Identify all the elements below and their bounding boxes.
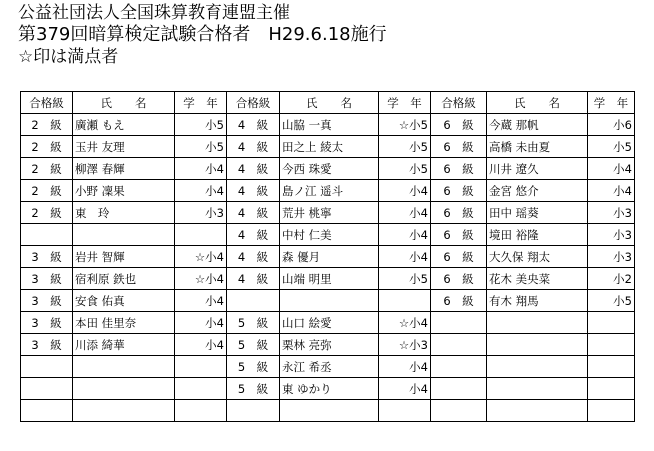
- name-cell: 安食 佑真: [73, 290, 175, 312]
- level-cell: [227, 290, 280, 312]
- level-cell: 6 級: [431, 224, 487, 246]
- name-cell: 山端 明里: [280, 268, 379, 290]
- level-cell: 6 級: [431, 158, 487, 180]
- name-cell: [73, 378, 175, 400]
- name-cell: 柳澤 春輝: [73, 158, 175, 180]
- grade-cell: ☆小4: [175, 268, 227, 290]
- grade-cell: 小3: [588, 224, 635, 246]
- grade-cell: 小3: [175, 202, 227, 224]
- name-cell: 花木 美央菜: [487, 268, 588, 290]
- level-cell: 5 級: [227, 356, 280, 378]
- grade-cell: [379, 400, 431, 422]
- level-cell: 6 級: [431, 246, 487, 268]
- grade-cell: [588, 356, 635, 378]
- grade-cell: [588, 400, 635, 422]
- level-cell: 4 級: [227, 114, 280, 136]
- name-cell: [73, 400, 175, 422]
- organizer-title: 公益社団法人全国珠算教育連盟主催: [18, 3, 290, 23]
- level-cell: 6 級: [431, 114, 487, 136]
- level-cell: [431, 312, 487, 334]
- name-cell: 金宮 悠介: [487, 180, 588, 202]
- table-row: [21, 246, 635, 268]
- name-cell: [487, 334, 588, 356]
- name-cell: [487, 400, 588, 422]
- name-cell: 川添 綺華: [73, 334, 175, 356]
- perfect-score-note: ☆印は満点者: [18, 47, 119, 67]
- table-row: [21, 158, 635, 180]
- name-cell: 荒井 桃寧: [280, 202, 379, 224]
- level-cell: 5 級: [227, 334, 280, 356]
- exam-title: 第379回暗算検定試験合格者 H29.6.18施行: [18, 24, 387, 45]
- name-cell: [73, 224, 175, 246]
- name-cell: 境田 裕隆: [487, 224, 588, 246]
- grade-cell: 小4: [379, 356, 431, 378]
- grade-cell: [379, 290, 431, 312]
- grade-cell: 小4: [175, 290, 227, 312]
- name-cell: 大久保 翔太: [487, 246, 588, 268]
- name-cell: 永江 希丞: [280, 356, 379, 378]
- level-header: 合格級: [227, 92, 280, 114]
- level-cell: [21, 400, 73, 422]
- name-header: 氏 名: [280, 92, 379, 114]
- level-cell: 6 級: [431, 180, 487, 202]
- level-cell: 5 級: [227, 378, 280, 400]
- level-cell: 4 級: [227, 246, 280, 268]
- level-cell: 3 級: [21, 334, 73, 356]
- grade-cell: [588, 378, 635, 400]
- name-header: 氏 名: [487, 92, 588, 114]
- name-header: 氏 名: [73, 92, 175, 114]
- grade-cell: 小4: [379, 224, 431, 246]
- level-cell: [21, 378, 73, 400]
- table-row: [21, 114, 635, 136]
- level-cell: 6 級: [431, 290, 487, 312]
- name-cell: [487, 312, 588, 334]
- grade-cell: 小5: [175, 136, 227, 158]
- name-cell: 中村 仁美: [280, 224, 379, 246]
- grade-cell: 小5: [588, 290, 635, 312]
- level-cell: 3 級: [21, 246, 73, 268]
- grade-cell: 小4: [379, 378, 431, 400]
- grade-cell: 小5: [379, 268, 431, 290]
- level-cell: [21, 224, 73, 246]
- table-row: [21, 136, 635, 158]
- name-cell: 宿利原 鉄也: [73, 268, 175, 290]
- grade-cell: ☆小3: [379, 334, 431, 356]
- name-cell: 森 優月: [280, 246, 379, 268]
- grade-cell: 小4: [588, 158, 635, 180]
- level-cell: 4 級: [227, 202, 280, 224]
- name-cell: [280, 400, 379, 422]
- name-cell: 田之上 綾太: [280, 136, 379, 158]
- name-cell: [280, 290, 379, 312]
- grade-cell: 小3: [588, 202, 635, 224]
- level-cell: [21, 356, 73, 378]
- name-cell: 小野 凜果: [73, 180, 175, 202]
- level-cell: [227, 400, 280, 422]
- grade-cell: 小4: [379, 202, 431, 224]
- header-row: [21, 92, 635, 114]
- table-row: [21, 378, 635, 400]
- table-row: [21, 356, 635, 378]
- level-cell: 4 級: [227, 180, 280, 202]
- level-cell: 5 級: [227, 312, 280, 334]
- table-row: [21, 334, 635, 356]
- name-cell: 今蔵 那帆: [487, 114, 588, 136]
- grade-cell: [588, 312, 635, 334]
- name-cell: 廣瀬 もえ: [73, 114, 175, 136]
- grade-cell: ☆小4: [175, 246, 227, 268]
- grade-cell: [588, 334, 635, 356]
- grade-cell: 小4: [175, 180, 227, 202]
- level-cell: 2 級: [21, 136, 73, 158]
- level-cell: 6 級: [431, 268, 487, 290]
- name-cell: 山口 絵愛: [280, 312, 379, 334]
- name-cell: 東 ゆかり: [280, 378, 379, 400]
- grade-cell: 小2: [588, 268, 635, 290]
- level-cell: 2 級: [21, 158, 73, 180]
- table-row: [21, 224, 635, 246]
- grade-cell: ☆小4: [379, 312, 431, 334]
- name-cell: 島ノ江 遥斗: [280, 180, 379, 202]
- level-cell: [431, 356, 487, 378]
- level-cell: 2 級: [21, 202, 73, 224]
- level-cell: 2 級: [21, 114, 73, 136]
- table-row: [21, 312, 635, 334]
- table-row: [21, 290, 635, 312]
- name-cell: 有木 翔馬: [487, 290, 588, 312]
- level-cell: [431, 400, 487, 422]
- grade-cell: 小4: [379, 246, 431, 268]
- name-cell: [487, 378, 588, 400]
- grade-header: 学 年: [588, 92, 635, 114]
- table-row: [21, 180, 635, 202]
- grade-cell: 小4: [588, 180, 635, 202]
- grade-cell: [175, 378, 227, 400]
- level-cell: 4 級: [227, 268, 280, 290]
- name-cell: 川井 遼久: [487, 158, 588, 180]
- name-cell: [73, 356, 175, 378]
- name-cell: 高橋 未由夏: [487, 136, 588, 158]
- grade-cell: 小5: [588, 136, 635, 158]
- grade-cell: 小3: [588, 246, 635, 268]
- level-header: 合格級: [21, 92, 73, 114]
- grade-cell: 小6: [588, 114, 635, 136]
- level-cell: 4 級: [227, 158, 280, 180]
- grade-cell: 小4: [175, 158, 227, 180]
- level-cell: 3 級: [21, 290, 73, 312]
- name-cell: 田中 瑶葵: [487, 202, 588, 224]
- level-cell: 6 級: [431, 136, 487, 158]
- grade-cell: ☆小5: [379, 114, 431, 136]
- table-row: [21, 400, 635, 422]
- level-cell: [431, 334, 487, 356]
- grade-cell: [175, 400, 227, 422]
- level-cell: 6 級: [431, 202, 487, 224]
- name-cell: 岩井 智輝: [73, 246, 175, 268]
- grade-cell: 小5: [175, 114, 227, 136]
- results-table-body: [21, 92, 635, 422]
- grade-cell: 小5: [379, 136, 431, 158]
- grade-cell: 小4: [379, 180, 431, 202]
- name-cell: 山脇 一真: [280, 114, 379, 136]
- grade-cell: 小4: [175, 334, 227, 356]
- name-cell: 今西 珠愛: [280, 158, 379, 180]
- name-cell: 栗林 亮弥: [280, 334, 379, 356]
- grade-cell: [175, 356, 227, 378]
- level-cell: [431, 378, 487, 400]
- results-table: [20, 91, 635, 422]
- name-cell: 本田 佳里奈: [73, 312, 175, 334]
- name-cell: [487, 356, 588, 378]
- level-cell: 3 級: [21, 312, 73, 334]
- table-row: [21, 268, 635, 290]
- grade-cell: 小5: [379, 158, 431, 180]
- grade-header: 学 年: [175, 92, 227, 114]
- name-cell: 玉井 友理: [73, 136, 175, 158]
- level-cell: 2 級: [21, 180, 73, 202]
- level-cell: 4 級: [227, 224, 280, 246]
- grade-cell: 小4: [175, 312, 227, 334]
- table-row: [21, 202, 635, 224]
- header: [18, 2, 387, 68]
- name-cell: 東 玲: [73, 202, 175, 224]
- level-cell: 3 級: [21, 268, 73, 290]
- grade-header: 学 年: [379, 92, 431, 114]
- grade-cell: [175, 224, 227, 246]
- level-header: 合格級: [431, 92, 487, 114]
- level-cell: 4 級: [227, 136, 280, 158]
